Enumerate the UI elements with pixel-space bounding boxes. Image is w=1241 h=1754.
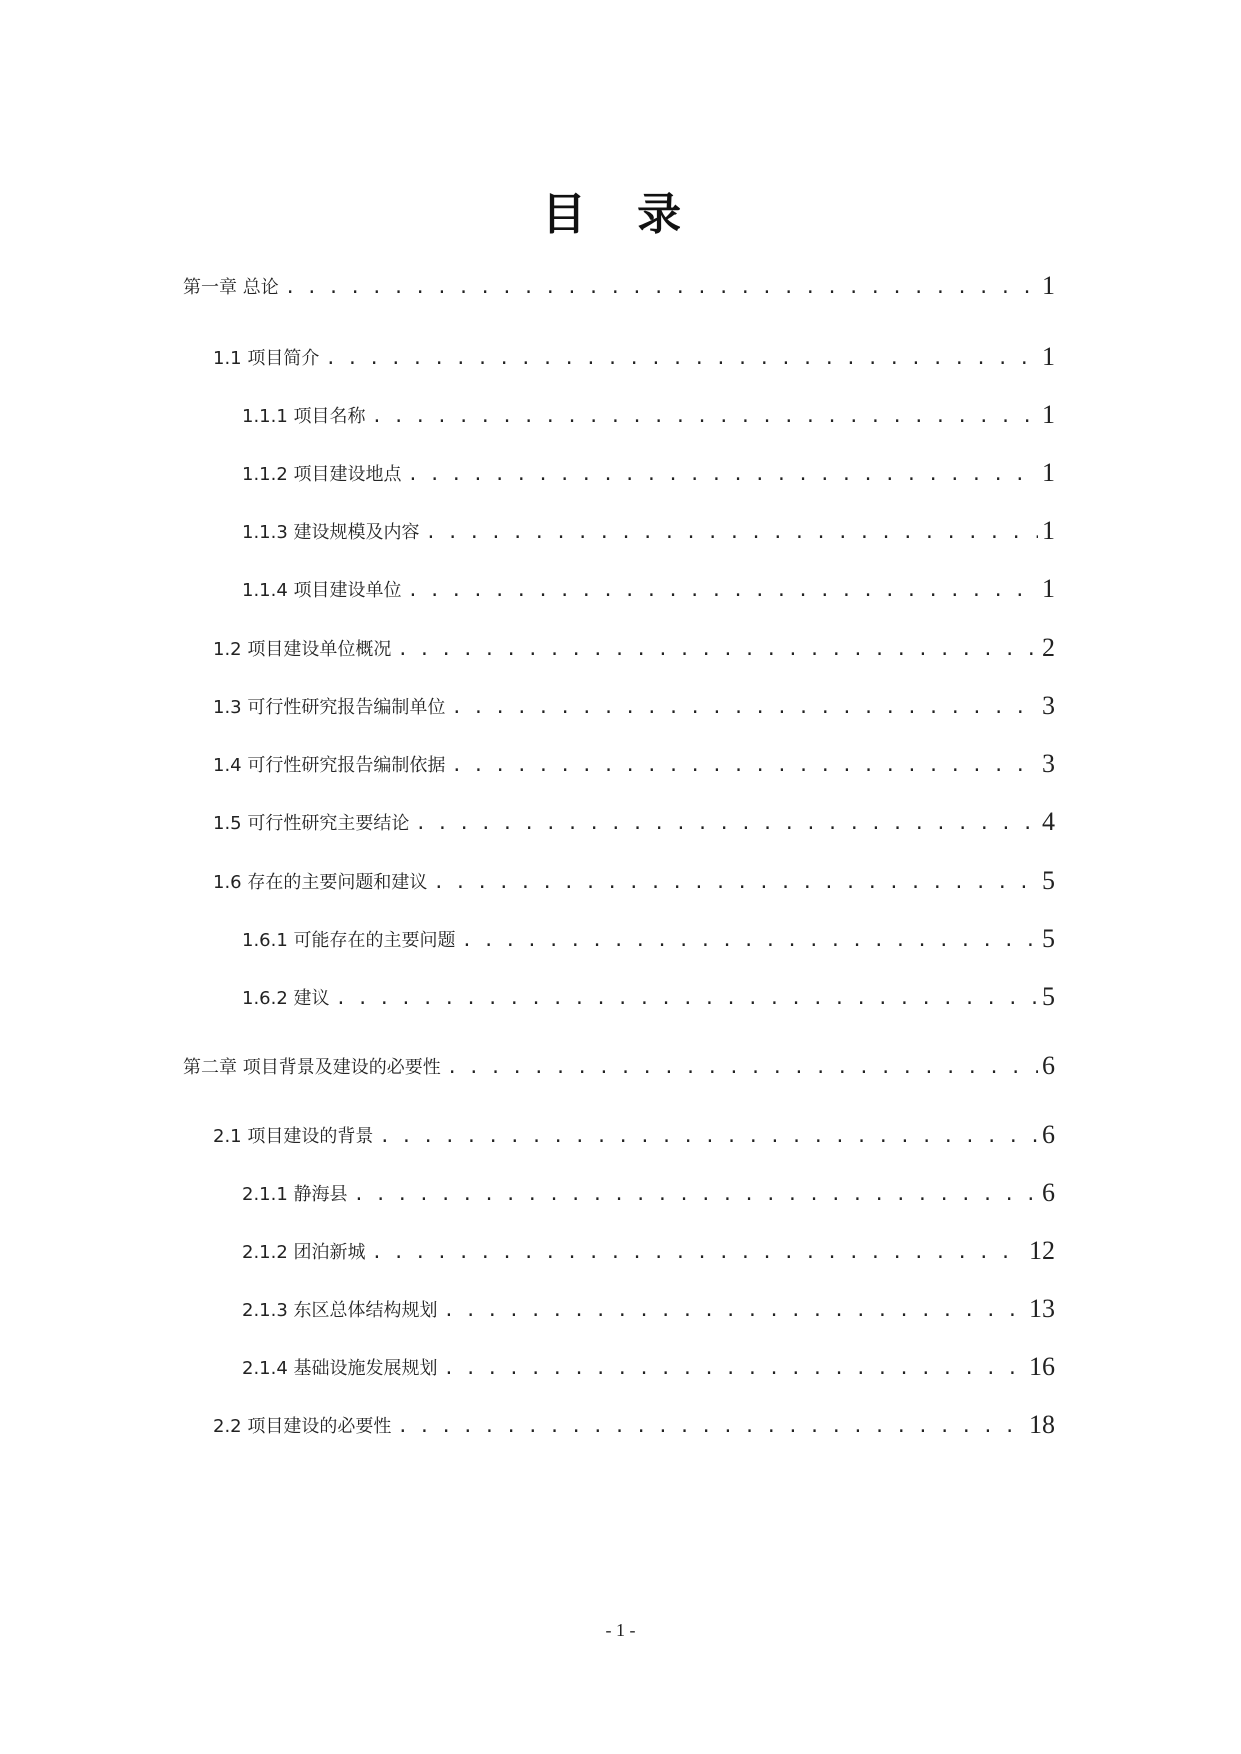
toc-dot-leader: [354, 1183, 1038, 1207]
toc-entry: [183, 1040, 1055, 1080]
toc-entry-page-number: 4: [1042, 807, 1055, 836]
toc-entry-page-number: 1: [1042, 516, 1055, 545]
toc-entry-label: 2.1.3 东区总体结构规划: [242, 1300, 438, 1321]
toc-dot-leader: [408, 463, 1038, 487]
toc-entry-label: 1.1.3 建设规模及内容: [242, 522, 420, 543]
toc-entry: [213, 855, 1055, 895]
page-title: 目 录: [541, 189, 700, 240]
toc-entry: [242, 1283, 1055, 1323]
toc-entry: [242, 971, 1055, 1011]
toc-dot-leader: [451, 754, 1038, 778]
toc-entry-page-number: 5: [1042, 982, 1055, 1011]
toc-entry: [213, 738, 1055, 778]
toc-entry-page-number: 1: [1042, 342, 1055, 371]
toc-entry-page-number: 18: [1029, 1410, 1055, 1439]
toc-entry-label: 第二章 项目背景及建设的必要性: [183, 1057, 441, 1078]
toc-entry: [213, 331, 1055, 371]
toc-entry: [242, 913, 1055, 953]
toc-entry: [213, 796, 1055, 836]
toc-entry: [213, 680, 1055, 720]
toc-entry: [242, 1341, 1055, 1381]
toc-entry: [242, 1167, 1055, 1207]
toc-dot-leader: [462, 929, 1038, 953]
toc-dot-leader: [415, 812, 1038, 836]
toc-entry-page-number: 2: [1042, 633, 1055, 662]
toc-entry: [242, 563, 1055, 603]
toc-entry-page-number: 1: [1042, 400, 1055, 429]
toc-dot-leader: [325, 347, 1038, 371]
toc-entry-label: 1.1.2 项目建设地点: [242, 464, 402, 485]
toc-dot-leader: [444, 1299, 1025, 1323]
toc-dot-leader: [444, 1357, 1025, 1381]
toc-entry-page-number: 1: [1042, 271, 1055, 300]
toc-entry-label: 1.6.2 建议: [242, 988, 330, 1009]
toc-entry-label: 1.6 存在的主要问题和建议: [213, 872, 428, 893]
toc-entry: [213, 1109, 1055, 1149]
toc-entry-page-number: 5: [1042, 866, 1055, 895]
toc-entry-page-number: 12: [1029, 1236, 1055, 1265]
toc-dot-leader: [372, 1241, 1025, 1265]
toc-entry-label: 2.1.4 基础设施发展规划: [242, 1358, 438, 1379]
toc-dot-leader: [397, 1415, 1025, 1439]
toc-entry: [183, 260, 1055, 300]
toc-dot-leader: [433, 871, 1038, 895]
toc-entry-label: 1.2 项目建设单位概况: [213, 639, 392, 660]
toc-entry-page-number: 5: [1042, 924, 1055, 953]
toc-entry: [242, 389, 1055, 429]
toc-dot-leader: [372, 405, 1038, 429]
toc-entry-label: 1.4 可行性研究报告编制依据: [213, 755, 446, 776]
toc-entry-page-number: 6: [1042, 1178, 1055, 1207]
toc-entry-label: 2.1.2 团泊新城: [242, 1242, 366, 1263]
toc-entry: [213, 1399, 1055, 1439]
toc-entry-page-number: 16: [1029, 1352, 1055, 1381]
toc-entry-label: 2.2 项目建设的必要性: [213, 1416, 392, 1437]
toc-entry-label: 1.5 可行性研究主要结论: [213, 813, 410, 834]
toc-entry-page-number: 6: [1042, 1051, 1055, 1080]
toc-entry: [242, 1225, 1055, 1265]
toc-entry-label: 1.1.4 项目建设单位: [242, 580, 402, 601]
toc-dot-leader: [447, 1056, 1038, 1080]
toc-dot-leader: [397, 638, 1038, 662]
toc-entry-page-number: 3: [1042, 749, 1055, 778]
toc-entry: [242, 447, 1055, 487]
toc-entry-label: 第一章 总论: [183, 277, 279, 298]
toc-dot-leader: [379, 1125, 1038, 1149]
toc-entry-page-number: 3: [1042, 691, 1055, 720]
toc-dot-leader: [426, 521, 1038, 545]
toc-dot-leader: [285, 276, 1038, 300]
toc-entry-label: 1.1.1 项目名称: [242, 406, 366, 427]
toc-entry-label: 2.1 项目建设的背景: [213, 1126, 374, 1147]
toc-entry-page-number: 1: [1042, 574, 1055, 603]
toc-dot-leader: [451, 696, 1038, 720]
toc-entry-label: 1.6.1 可能存在的主要问题: [242, 930, 456, 951]
toc-entry-page-number: 1: [1042, 458, 1055, 487]
toc-dot-leader: [408, 579, 1038, 603]
toc-entry-label: 1.3 可行性研究报告编制单位: [213, 697, 446, 718]
page-number-footer: - 1 -: [605, 1620, 636, 1640]
toc-entry-page-number: 13: [1029, 1294, 1055, 1323]
toc-entry-label: 1.1 项目简介: [213, 348, 320, 369]
toc-entry-page-number: 6: [1042, 1120, 1055, 1149]
toc-entry: [213, 622, 1055, 662]
toc-dot-leader: [336, 987, 1038, 1011]
toc-entry-label: 2.1.1 静海县: [242, 1184, 348, 1205]
toc-entry: [242, 505, 1055, 545]
